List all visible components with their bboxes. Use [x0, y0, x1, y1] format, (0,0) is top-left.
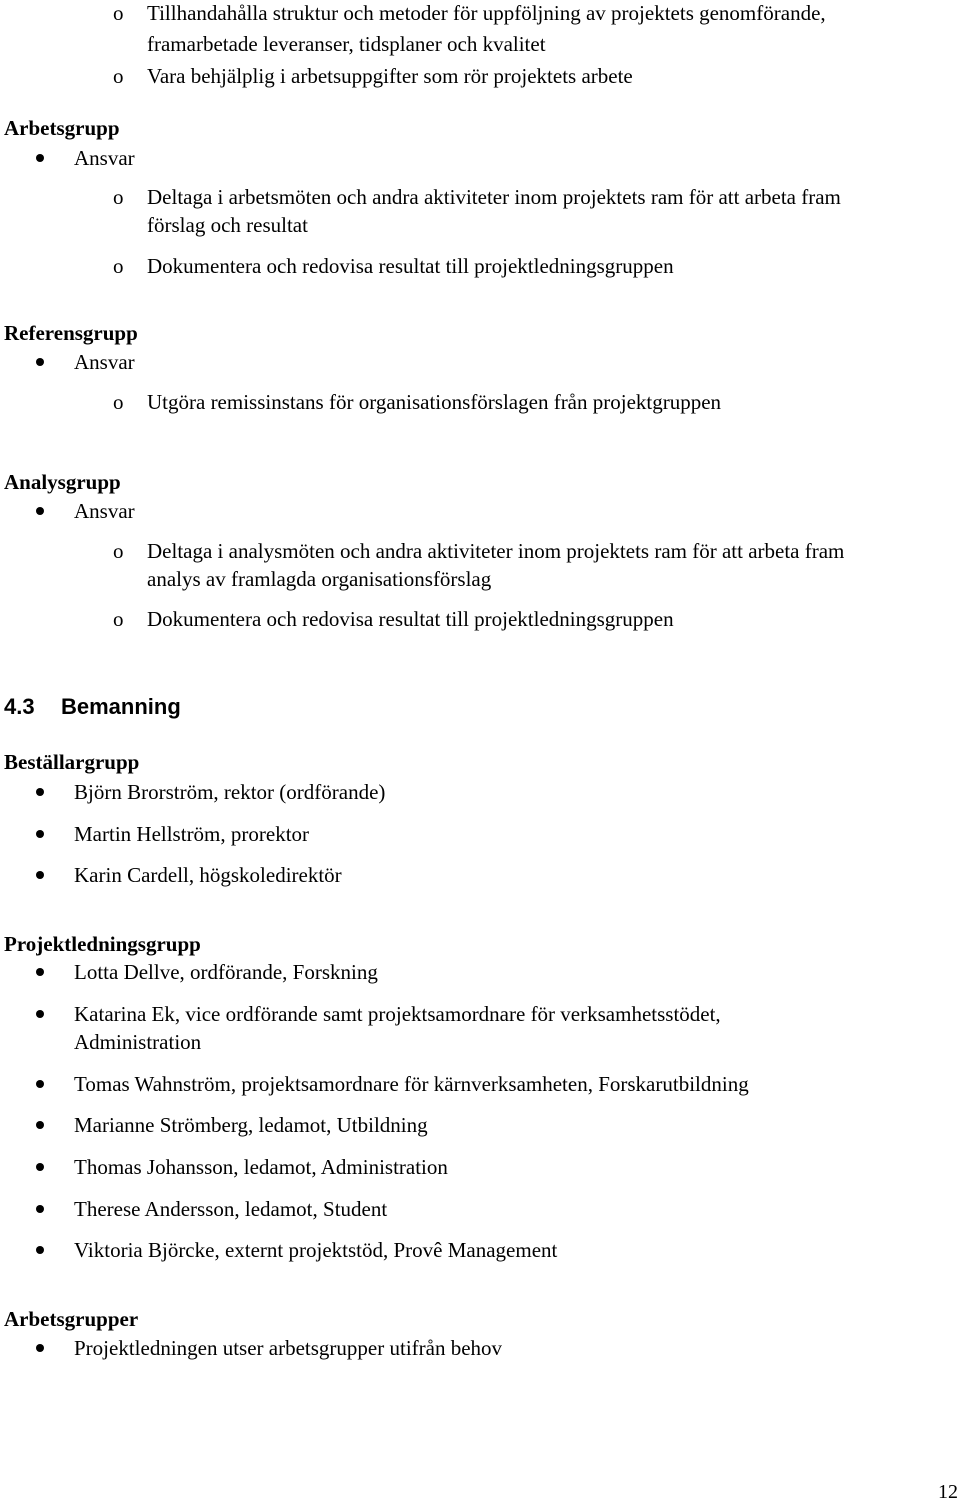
- group-heading-arbetsgrupp: Arbetsgrupp: [4, 116, 120, 140]
- member-item: Lotta Dellve, ordförande, Forskning: [74, 960, 378, 984]
- group-heading-referensgrupp: Referensgrupp: [4, 321, 138, 345]
- ansvar-label: Ansvar: [74, 499, 135, 523]
- bullet-icon: [36, 1205, 44, 1213]
- member-item: Björn Brorström, rektor (ordförande): [74, 780, 386, 804]
- intro-item-2-line-1: Vara behjälplig i arbetsuppgifter som rör projektets arbete: [147, 64, 633, 88]
- section-number: 4.3: [4, 694, 35, 719]
- sub-bullet-marker: o: [113, 390, 124, 414]
- ansvar-label: Ansvar: [74, 146, 135, 170]
- sub-bullet-marker: o: [113, 1, 124, 25]
- referensgrupp-item-1-line-1: Utgöra remissinstans för organisationsförslagen från projektgruppen: [147, 390, 722, 414]
- member-item: Projektledningen utser arbetsgrupper utifrån behov: [74, 1336, 503, 1360]
- intro-item-1-line-1: Tillhandahålla struktur och metoder för uppföljning av projektets genomförande,: [147, 1, 826, 25]
- staff-heading-projektledningsgrupp: Projektledningsgrupp: [4, 932, 201, 956]
- bullet-icon: [36, 1344, 44, 1352]
- bullet-icon: [36, 871, 44, 879]
- sub-bullet-marker: o: [113, 539, 124, 563]
- bullet-icon: [36, 1121, 44, 1129]
- member-item: Katarina Ek, vice ordförande samt projektsamordnare för verksamhetsstödet,: [74, 1002, 721, 1026]
- member-item: Viktoria Björcke, externt projektstöd, Provê Management: [74, 1238, 558, 1262]
- page-number: 12: [938, 1481, 958, 1503]
- arbetsgrupp-item-1-line-1: Deltaga i arbetsmöten och andra aktiviteter inom projektets ram för att arbeta fram: [147, 185, 841, 209]
- member-item: Thomas Johansson, ledamot, Administration: [74, 1155, 448, 1179]
- member-item-continuation: Administration: [74, 1030, 202, 1054]
- sub-bullet-marker: o: [113, 254, 124, 278]
- staff-heading-bestallargrupp: Beställargrupp: [4, 750, 140, 774]
- bullet-icon: [36, 788, 44, 796]
- sub-bullet-marker: o: [113, 185, 124, 209]
- ansvar-label: Ansvar: [74, 350, 135, 374]
- member-item: Tomas Wahnström, projektsamordnare för kärnverksamheten, Forskarutbildning: [74, 1072, 749, 1096]
- arbetsgrupp-item-2-line-1: Dokumentera och redovisa resultat till projektledningsgruppen: [147, 254, 674, 278]
- analysgrupp-item-2-line-1: Dokumentera och redovisa resultat till projektledningsgruppen: [147, 607, 674, 631]
- member-item: Martin Hellström, prorektor: [74, 822, 310, 846]
- bullet-icon: [36, 1163, 44, 1171]
- bullet-icon: [36, 1010, 44, 1018]
- bullet-icon: [36, 1080, 44, 1088]
- intro-item-1-line-2: framarbetade leveranser, tidsplaner och kvalitet: [147, 32, 546, 56]
- group-heading-analysgrupp: Analysgrupp: [4, 470, 121, 494]
- bullet-icon: [36, 1246, 44, 1254]
- sub-bullet-marker: o: [113, 607, 124, 631]
- bullet-icon: [36, 968, 44, 976]
- section-title: Bemanning: [61, 694, 181, 719]
- sub-bullet-marker: o: [113, 64, 124, 88]
- analysgrupp-item-1-line-2: analys av framlagda organisationsförslag: [147, 567, 492, 591]
- bullet-icon: [36, 507, 44, 515]
- bullet-icon: [36, 154, 44, 162]
- staff-heading-arbetsgrupper: Arbetsgrupper: [4, 1307, 139, 1331]
- member-item: Marianne Strömberg, ledamot, Utbildning: [74, 1113, 428, 1137]
- member-item: Karin Cardell, högskoledirektör: [74, 863, 342, 887]
- bullet-icon: [36, 358, 44, 366]
- bullet-icon: [36, 830, 44, 838]
- arbetsgrupp-item-1-line-2: förslag och resultat: [147, 213, 308, 237]
- member-item: Therese Andersson, ledamot, Student: [74, 1197, 388, 1221]
- analysgrupp-item-1-line-1: Deltaga i analysmöten och andra aktiviteter inom projektets ram för att arbeta fram: [147, 539, 845, 563]
